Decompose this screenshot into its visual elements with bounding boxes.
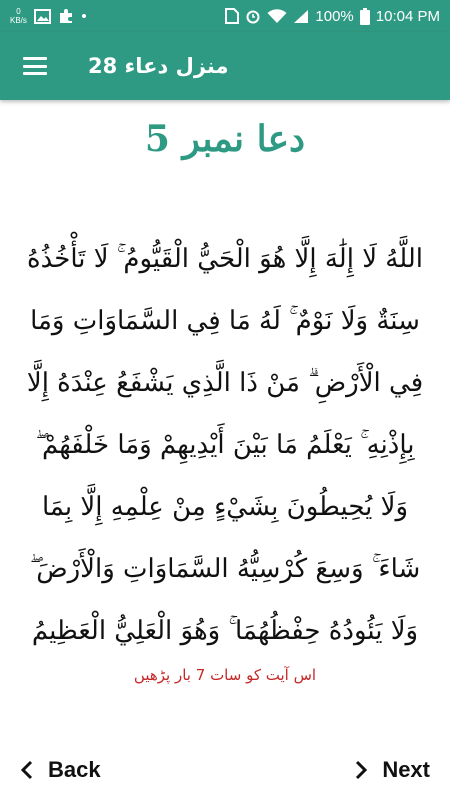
recitation-instruction: اس آیت کو سات 7 بار پڑھیں (133, 666, 317, 684)
back-button[interactable] (20, 748, 101, 792)
menu-button[interactable] (0, 32, 70, 100)
battery-icon (360, 8, 370, 25)
back-label: Back (48, 757, 101, 782)
chevron-right-icon (354, 760, 368, 780)
puzzle-icon (58, 8, 74, 24)
clock: 10:04 PM (375, 7, 440, 25)
status-left (10, 7, 87, 25)
alarm-icon (245, 8, 261, 24)
menu-icon (23, 57, 47, 75)
next-button[interactable] (354, 748, 430, 792)
app-title: منزل دعاء 28 (88, 54, 229, 78)
next-label: Next (382, 757, 430, 782)
status-right (225, 8, 440, 25)
dua-text: اللَّهُ لَا إِلَٰهَ إِلَّا هُوَ الْحَيُّ الْقَيُّومُ ۚ لَا تَأْخُذُهُ سِنَةٌ وَلَا نَوْمٌ ۚ لَهُ مَا فِي السَّمَاوَاتِ وَمَا فِي الْأَرْضِ ۗ مَنْ ذَا الَّذِي يَشْفَعُ عِنْدَهُ إِلَّا بِإِذْنِهِ ۚ يَعْلَمُ مَا بَيْنَ أَيْدِيهِمْ وَمَا خَلْفَهُمْ ۖ وَلَا يُحِيطُونَ بِشَيْءٍ مِنْ عِلْمِهِ إِلَّا بِمَا شَاءَ ۚ وَسِعَ كُرْسِيُّهُ السَّمَاوَاتِ وَالْأَرْضَ ۖ وَلَا يَئُودُهُ حِفْظُهُمَا ۚ وَهُوَ الْعَلِيُّ الْعَظِيمُ (26, 244, 424, 646)
network-speed-unit: KB/s (10, 16, 27, 25)
notification-dot-icon (81, 13, 87, 19)
wifi-icon (267, 9, 287, 24)
sim-icon (225, 8, 239, 24)
network-speed-value: 0 (16, 7, 21, 16)
app-bar (0, 32, 450, 100)
dua-heading: دعا نمبر 5 (144, 118, 306, 160)
battery-percent: 100% (315, 7, 354, 25)
signal-icon (293, 9, 309, 24)
image-icon (34, 9, 51, 24)
chevron-left-icon (20, 760, 34, 780)
network-speed (10, 7, 27, 25)
status-bar (0, 0, 450, 32)
